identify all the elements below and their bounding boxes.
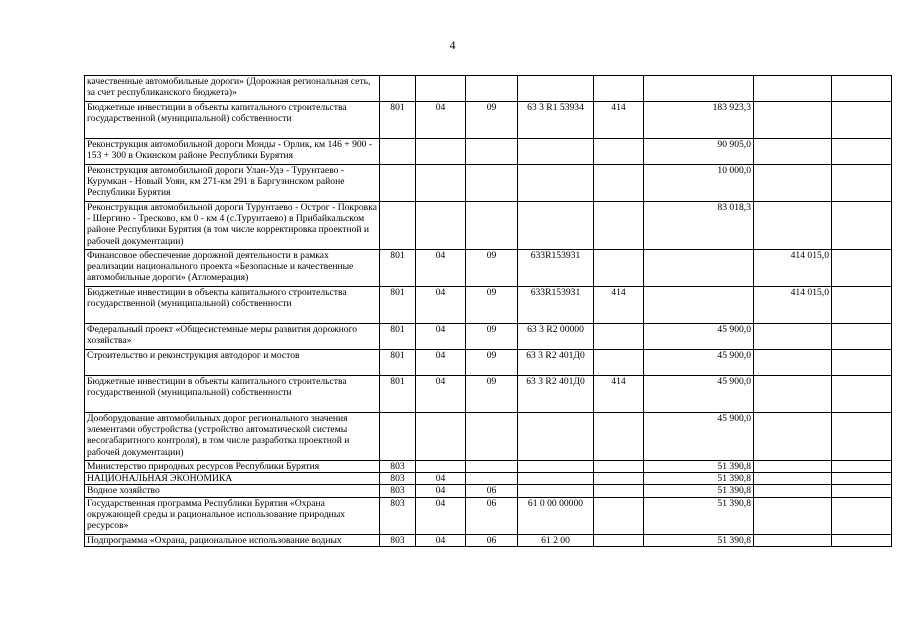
row-amount-2021 [754,139,832,165]
row-target-code: 61 2 00 [518,534,594,546]
row-subsection-code: 09 [466,287,518,324]
row-expense-type-code [594,461,644,473]
row-amount-2022 [832,250,892,287]
row-amount-2021 [754,324,832,350]
row-target-code [518,202,594,250]
row-amount-2020 [644,287,754,324]
table-row [85,324,892,350]
row-ved-code: 801 [380,287,416,324]
table-row [85,534,892,546]
row-name: качественные автомобильные дороги» (Дорожная региональная сеть, за счет республиканского бюджета)» [85,76,380,102]
row-name: Федеральный проект «Общесистемные меры развития дорожного хозяйства» [85,324,380,350]
row-ved-code: 803 [380,534,416,546]
row-subsection-code: 06 [466,534,518,546]
row-name: Министерство природных ресурсов Республики Бурятия [85,461,380,473]
row-amount-2020 [644,76,754,102]
budget-table [84,75,892,547]
row-ved-code: 801 [380,350,416,376]
row-name: Государственная программа Республики Бурятия «Охрана окружающей среды и рациональное использование природных ресурсов» [85,497,380,534]
row-amount-2022 [832,473,892,485]
row-amount-2020: 45 900,0 [644,350,754,376]
page-number: 4 [449,38,456,52]
table-row [85,497,892,534]
row-amount-2022 [832,76,892,102]
row-expense-type-code [594,413,644,461]
table-row [85,461,892,473]
row-ved-code: 803 [380,497,416,534]
row-amount-2021: 414 015,0 [754,287,832,324]
row-amount-2020: 51 390,8 [644,497,754,534]
row-name: Реконструкция автомобильной дороги Улан-Удэ - Турунтаево - Курумкан - Новый Уоян, км 271-км 291 в Баргузинском районе Республики Бурятия [85,165,380,202]
row-ved-code [380,76,416,102]
row-amount-2021 [754,202,832,250]
row-expense-type-code [594,473,644,485]
row-target-code: 633R153931 [518,287,594,324]
row-section-code: 04 [416,473,466,485]
row-target-code [518,461,594,473]
row-expense-type-code: 414 [594,287,644,324]
row-expense-type-code [594,324,644,350]
row-amount-2021 [754,461,832,473]
row-section-code: 04 [416,250,466,287]
row-ved-code: 801 [380,250,416,287]
row-expense-type-code: 414 [594,102,644,139]
row-amount-2022 [832,461,892,473]
row-section-code [416,413,466,461]
row-amount-2022 [832,102,892,139]
row-subsection-code [466,139,518,165]
row-subsection-code [466,461,518,473]
row-amount-2021 [754,413,832,461]
row-target-code: 63 3 R2 00000 [518,324,594,350]
row-ved-code: 803 [380,461,416,473]
row-amount-2020: 51 390,8 [644,473,754,485]
row-amount-2022 [832,165,892,202]
row-amount-2020: 90 905,0 [644,139,754,165]
row-target-code: 633R153931 [518,250,594,287]
row-amount-2020: 45 900,0 [644,324,754,350]
row-amount-2021 [754,76,832,102]
row-subsection-code: 09 [466,102,518,139]
row-target-code: 63 3 R2 401Д0 [518,376,594,413]
row-amount-2022 [832,350,892,376]
row-section-code: 04 [416,324,466,350]
row-name: Бюджетные инвестиции в объекты капитального строительства государственной (муниципальной) собственности [85,287,380,324]
row-amount-2022 [832,202,892,250]
row-target-code [518,76,594,102]
table-row [85,102,892,139]
row-amount-2021 [754,473,832,485]
row-name: Реконструкция автомобильной дороги Турунтаево - Острог - Покровка - Шергино - Тресково, км 0 - км 4 (с.Турунтаево) в Прибайкальском районе Республики Бурятия (в том числе корректировка проектной и рабочей документации) [85,202,380,250]
row-section-code [416,76,466,102]
table-row [85,350,892,376]
table-row [85,287,892,324]
row-ved-code [380,202,416,250]
row-subsection-code: 06 [466,485,518,497]
row-amount-2022 [832,485,892,497]
table-row [85,139,892,165]
row-expense-type-code [594,534,644,546]
table-row [85,473,892,485]
row-name: Финансовое обеспечение дорожной деятельности в рамках реализации национального проекта «Безопасные и качественные автомобильные дороги» (Агломерация) [85,250,380,287]
row-section-code [416,461,466,473]
row-expense-type-code [594,497,644,534]
row-expense-type-code [594,76,644,102]
row-section-code [416,202,466,250]
table-row [85,376,892,413]
row-amount-2020 [644,250,754,287]
row-section-code: 04 [416,485,466,497]
row-amount-2021 [754,485,832,497]
row-subsection-code [466,202,518,250]
table-row [85,76,892,102]
row-amount-2022 [832,497,892,534]
row-name: Подпрограмма «Охрана, рациональное использование водных [85,534,380,546]
row-name: Дооборудование автомобильных дорог регионального значения элементами обустройства (устройство автоматической системы весогабаритного контроля), в том числе разработка проектной и рабочей документации) [85,413,380,461]
row-section-code: 04 [416,287,466,324]
row-amount-2020: 83 018,3 [644,202,754,250]
row-amount-2020: 51 390,8 [644,461,754,473]
row-target-code: 61 0 00 00000 [518,497,594,534]
row-section-code [416,165,466,202]
row-amount-2020: 10 000,0 [644,165,754,202]
row-amount-2022 [832,413,892,461]
row-section-code: 04 [416,497,466,534]
row-amount-2021 [754,376,832,413]
row-amount-2021 [754,534,832,546]
row-amount-2022 [832,324,892,350]
row-amount-2020: 45 900,0 [644,376,754,413]
row-amount-2020: 45 900,0 [644,413,754,461]
row-amount-2020: 183 923,3 [644,102,754,139]
row-target-code [518,473,594,485]
row-expense-type-code [594,250,644,287]
row-section-code: 04 [416,350,466,376]
row-target-code: 63 3 R1 53934 [518,102,594,139]
row-amount-2021: 414 015,0 [754,250,832,287]
row-name: Реконструкция автомобильной дороги Монды - Орлик, км 146 + 900 - 153 + 300 в Окинском районе Республики Бурятия [85,139,380,165]
row-subsection-code: 09 [466,250,518,287]
row-expense-type-code [594,202,644,250]
row-amount-2021 [754,165,832,202]
table-body [85,76,892,547]
row-subsection-code: 09 [466,350,518,376]
row-name: Бюджетные инвестиции в объекты капитального строительства государственной (муниципальной) собственности [85,102,380,139]
row-target-code [518,485,594,497]
row-ved-code [380,413,416,461]
table-row [85,202,892,250]
table-row [85,165,892,202]
row-amount-2022 [832,376,892,413]
row-subsection-code: 09 [466,376,518,413]
row-name: Бюджетные инвестиции в объекты капитального строительства государственной (муниципальной) собственности [85,376,380,413]
row-subsection-code [466,76,518,102]
row-subsection-code [466,413,518,461]
row-amount-2020: 51 390,8 [644,534,754,546]
row-name: НАЦИОНАЛЬНАЯ ЭКОНОМИКА [85,473,380,485]
row-subsection-code: 09 [466,324,518,350]
row-ved-code: 803 [380,485,416,497]
row-subsection-code [466,165,518,202]
row-target-code [518,413,594,461]
row-expense-type-code [594,485,644,497]
row-amount-2021 [754,102,832,139]
row-expense-type-code [594,165,644,202]
row-ved-code: 801 [380,102,416,139]
row-expense-type-code [594,139,644,165]
table-row [85,250,892,287]
row-target-code [518,165,594,202]
row-ved-code: 801 [380,324,416,350]
row-subsection-code [466,473,518,485]
row-target-code [518,139,594,165]
row-expense-type-code: 414 [594,376,644,413]
row-amount-2021 [754,350,832,376]
table-row [85,413,892,461]
row-amount-2022 [832,534,892,546]
row-target-code: 63 3 R2 401Д0 [518,350,594,376]
row-name: Водное хозяйство [85,485,380,497]
row-section-code: 04 [416,534,466,546]
row-ved-code [380,165,416,202]
row-subsection-code: 06 [466,497,518,534]
row-amount-2021 [754,497,832,534]
row-amount-2022 [832,287,892,324]
table-row [85,485,892,497]
row-section-code: 04 [416,376,466,413]
row-ved-code: 803 [380,473,416,485]
row-amount-2022 [832,139,892,165]
row-amount-2020: 51 390,8 [644,485,754,497]
row-ved-code [380,139,416,165]
row-name: Строительство и реконструкция автодорог и мостов [85,350,380,376]
row-section-code [416,139,466,165]
row-ved-code: 801 [380,376,416,413]
row-expense-type-code [594,350,644,376]
row-section-code: 04 [416,102,466,139]
